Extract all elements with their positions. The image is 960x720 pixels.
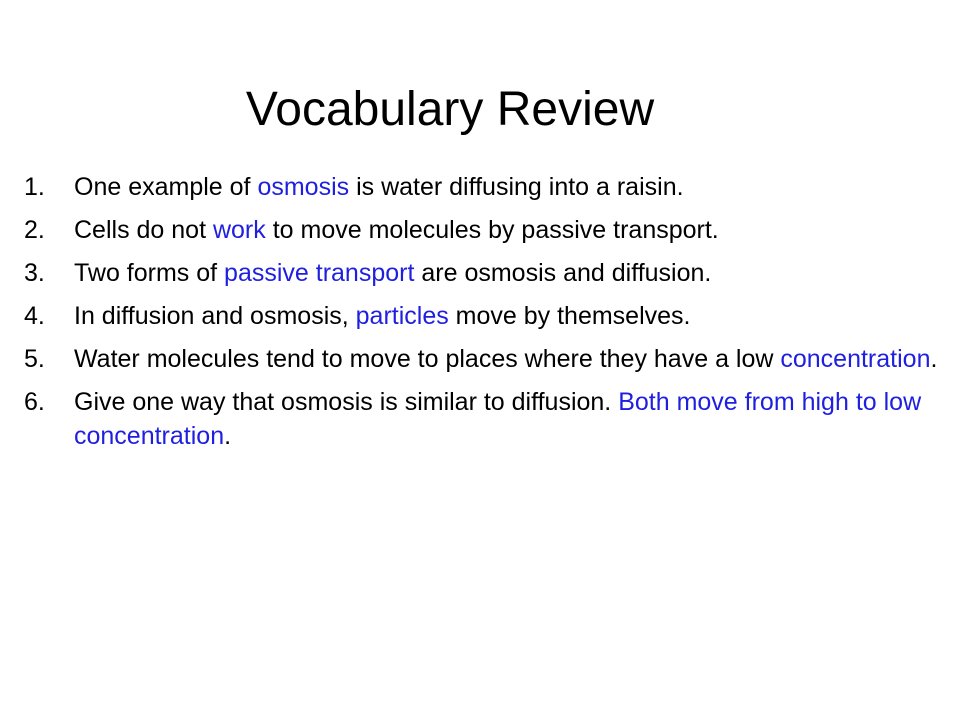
- item-text: One example of: [74, 173, 258, 201]
- item-text: Give one way that osmosis is similar to diffusion.: [74, 388, 619, 416]
- list-item-2: [24, 213, 944, 247]
- answer-term: Both move from high to low concentration: [74, 388, 922, 450]
- answer-term: concentration: [780, 345, 931, 373]
- list-item-6: [24, 385, 944, 453]
- item-text: Water molecules tend to move to places where they have a low: [74, 345, 781, 373]
- list-item-3: [24, 256, 944, 290]
- item-text: is water diffusing into a raisin.: [349, 173, 684, 201]
- item-text: to move molecules by passive transport.: [265, 216, 719, 244]
- list-item-4: [24, 299, 944, 333]
- answer-term: osmosis: [257, 173, 350, 201]
- item-text: .: [224, 422, 232, 450]
- item-text: move by themselves.: [448, 302, 691, 330]
- answer-term: particles: [355, 302, 449, 330]
- item-number: 2.: [24, 216, 45, 244]
- item-text: In diffusion and osmosis,: [74, 302, 356, 330]
- item-number: 6.: [24, 388, 45, 416]
- item-number: 5.: [24, 345, 45, 373]
- vocabulary-list: [24, 170, 944, 462]
- slide-title: Vocabulary Review: [245, 83, 655, 136]
- item-number: 4.: [24, 302, 45, 330]
- answer-term: work: [212, 216, 266, 244]
- answer-term: passive transport: [224, 259, 415, 287]
- item-text: .: [930, 345, 938, 373]
- item-text: Two forms of: [74, 259, 225, 287]
- list-item-1: [24, 170, 944, 204]
- list-item-5: [24, 342, 944, 376]
- item-text: are osmosis and diffusion.: [414, 259, 712, 287]
- item-number: 3.: [24, 259, 45, 287]
- item-text: Cells do not: [74, 216, 213, 244]
- item-number: 1.: [24, 173, 45, 201]
